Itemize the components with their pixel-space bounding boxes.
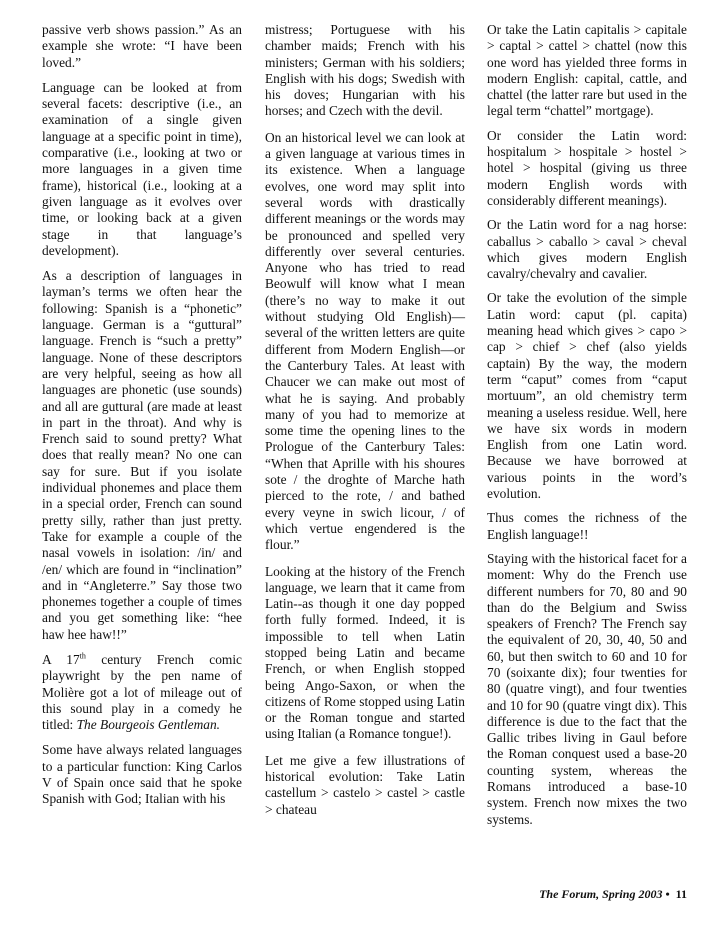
paragraph: Or the Latin word for a nag horse: caballus > caballo > caval > cheval which gives modern English cavalry/chevalry and cavalier. bbox=[487, 217, 687, 282]
paragraph: Some have always related languages to a particular function: King Carlos V of Spain once said that he spoke Spanish with God; Italian with his bbox=[42, 742, 242, 807]
page-number: 11 bbox=[675, 887, 687, 901]
paragraph: Or take the Latin capitalis > capitale > captal > cattel > chattel (now this one word has yielded three forms in modern English: capital, cattle, and chattel (the latter rare but used in the legal term “chattel” mortgage). bbox=[487, 22, 687, 119]
text: century French comic playwright by the pen name of Molière got a lot of mileage out of this sound play in a comedy he titled: bbox=[42, 651, 242, 733]
play-title: The Bourgeois Gentleman. bbox=[76, 717, 221, 733]
paragraph: Thus comes the richness of the English language!! bbox=[487, 510, 687, 542]
text: A 17 bbox=[42, 651, 80, 667]
publication-name: The Forum, Spring 2003 bbox=[539, 887, 663, 901]
paragraph: Staying with the historical facet for a moment: Why do the French use different numbers for 70, 80 and 90 than do the Belgium and Swiss speakers of French? The French say the equivalent of 20, 30, 40, 50 and 60, but then switch to 60 and 10 for 70 (soixante dix); four twenties for 80 (quatre vingt), and four twenties and 10 for 90 (quatre vingt dix). This difference is due to the fact that the Gallic tribes living in Gaul before the Roman conquest used a base-20 counting system, whereas the Romans introduced a base-10 system. French now mixes the two systems. bbox=[487, 550, 687, 827]
page-footer bbox=[487, 887, 687, 902]
column-2 bbox=[265, 22, 465, 828]
bullet-icon: • bbox=[665, 887, 670, 901]
paragraph: Let me give a few illustrations of historical evolution: Take Latin castellum > castelo > castel > castle > chateau bbox=[265, 752, 465, 817]
column-1 bbox=[42, 22, 242, 817]
paragraph: As a description of languages in layman’s terms we often hear the following: Spanish is a “phonetic” language. German is a “guttural” language. French is “such a pretty” language. None of these descriptors are very helpful, seeing as how all languages are phonetic (use sounds) and all are guttural (are made at least in part in the throat). And why is French said to sound pretty? What does that really mean? No one can say for sure. But if you isolate individual phonemes and place them in a special order, French can sound pretty silly, rather than just pretty. Take for example a couple of the nasal vowels in isolation: /in/ and /en/ which are found in “inclination” and in “Angleterre.” Say those two phonemes together a couple of times and you get something like: “hee haw hee haw!!” bbox=[42, 268, 242, 642]
paragraph: passive verb shows passion.” As an example she wrote: “I have been loved.” bbox=[42, 22, 242, 70]
paragraph: On an historical level we can look at a given language at various times in its existence. When a language evolves, one word may split into several words with drastically different meanings or the words may be pronounced and spelled very differently over several centuries. Anyone who has tried to read Beowulf will know what I mean (there’s no way to make it out without studying Old English)—several of the written letters are quite different from Modern English—or the Canterbury Tales. At least with Chaucer we can make out most of what he is saying. And probably many of you had to memorize at some time the opening lines to the Prologue of the Canterbury Tales: “When that Aprille with his shoures sote / the droghte of Marche hath pierced to the rote, / and bathed every veyne in swich licour, / of which vertue engendered is the flour.” bbox=[265, 129, 465, 553]
column-3 bbox=[487, 22, 687, 836]
superscript: th bbox=[79, 651, 86, 661]
paragraph: Or consider the Latin word: hospitalum > hospitale > hostel > hotel > hospital (giving us three modern English words with considerably different meanings). bbox=[487, 127, 687, 208]
paragraph: Language can be looked at from several facets: descriptive (i.e., an examination of a single given language at a specific point in time), comparative (i.e., looking at two or more languages in a given time frame), historical (i.e., looking at a given language as it evolves over time, or looking back at a given stage in that language’s development). bbox=[42, 79, 242, 258]
paragraph: mistress; Portuguese with his chamber maids; French with his ministers; German with his soldiers; English with his dogs; Swedish with his doves; Hungarian with his horses; and Czech with the devil. bbox=[265, 22, 465, 119]
paragraph: Looking at the history of the French language, we learn that it came from Latin--as though it one day popped forth fully formed. Indeed, it is impossible to tell when Latin stopped being Latin and became French, or when English stopped being Ango-Saxon, or when the citizens of Rome stopped using Latin or the Roman tongue and started using Italian (a Romance tongue!). bbox=[265, 563, 465, 742]
paragraph-moliere bbox=[42, 652, 242, 733]
paragraph: Or take the evolution of the simple Latin word: caput (pl. capita) meaning head which gives > capo > cap > chief > chef (also yields captain) By the way, the modern term “caput” comes from “caput mortuum”, an old chemistry term meaning a useless residue. Well, here we have six words in modern English from one Latin word. Because we have borrowed at various points in the word’s evolution. bbox=[487, 290, 687, 502]
